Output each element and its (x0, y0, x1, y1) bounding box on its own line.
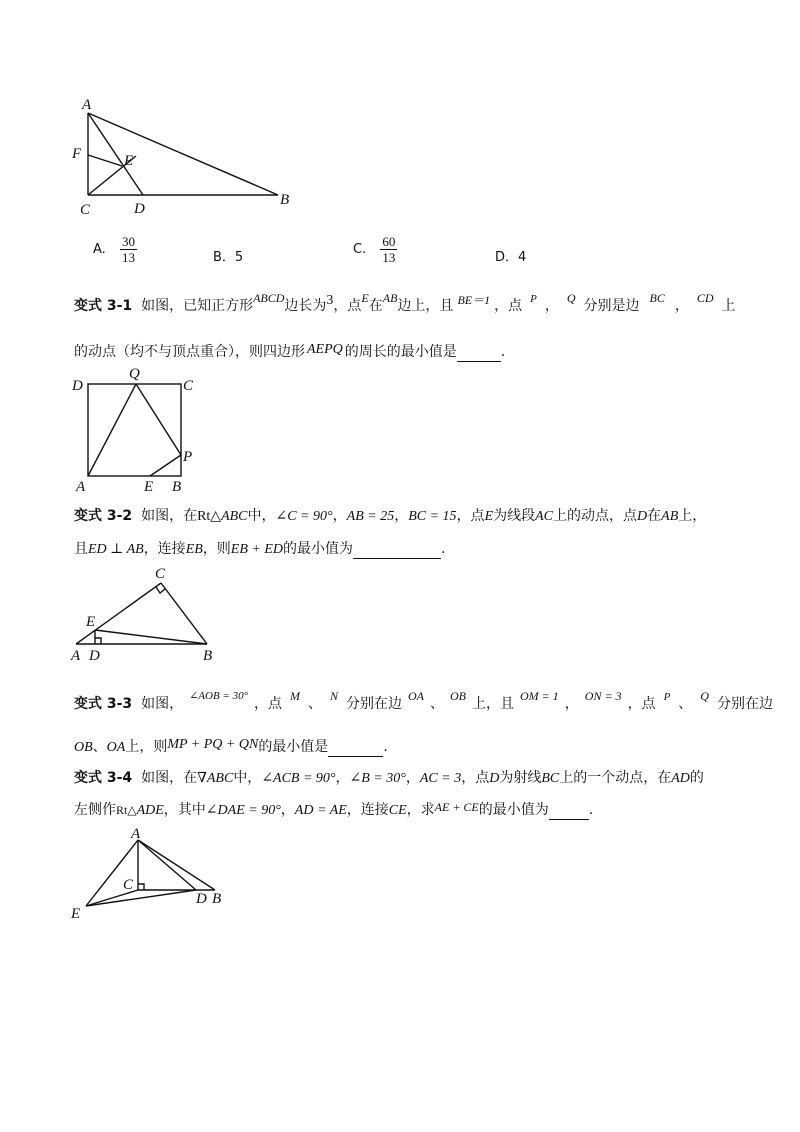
option-b-label: B．5 (213, 250, 244, 265)
text: 、 (308, 696, 322, 712)
text: 的 (689, 770, 704, 786)
problem-3-3-tag: 变式 3-3 (74, 696, 133, 712)
math-abcd: ABCD (253, 291, 285, 305)
fig4-label-b: B (212, 891, 222, 907)
math-p: P (530, 293, 537, 305)
math-cd: CD (696, 291, 714, 305)
fig4-label-a: A (131, 826, 141, 842)
text: 分别是边 (583, 298, 640, 314)
math-angle-c: ∠C = 90° (275, 509, 333, 524)
text: 、 (92, 739, 107, 755)
text: . (441, 541, 446, 557)
math-m: M (290, 689, 300, 703)
fig1-label-f: F (72, 146, 82, 162)
text: 为射线 (499, 770, 542, 786)
math-triangle-symbol: ∇ (197, 771, 207, 786)
text: 的最小值为 (478, 802, 549, 818)
fig2-label-q: Q (129, 366, 140, 382)
fig3-label-a: A (71, 648, 81, 664)
text: ， (405, 770, 420, 786)
text: 如图，在 (141, 770, 198, 786)
text: 在 (368, 298, 383, 314)
fig2-label-a: A (76, 479, 86, 495)
text: 为线段 (493, 508, 536, 524)
option-a-label: A. (93, 242, 106, 257)
math-ob: OB (74, 740, 93, 755)
text: 如图， (141, 696, 184, 712)
fig1-label-e: E (124, 153, 134, 169)
fig1-label-a: A (82, 97, 92, 113)
fig2-label-d: D (72, 378, 83, 394)
fig3-label-c: C (155, 566, 166, 582)
math-ade: ADE (136, 803, 164, 818)
math-abc: ABC (206, 771, 234, 786)
math-e: E (484, 509, 494, 524)
fig1-label-d: D (134, 201, 145, 217)
text: 上的一个动点，在 (559, 770, 672, 786)
text: 分别在边 (346, 696, 403, 712)
fig1-label-b: B (280, 192, 290, 208)
fig4-label-d: D (196, 891, 207, 907)
text: 上，且 (472, 696, 515, 712)
math-ob: OB (450, 689, 467, 703)
fig4-label-c: C (123, 877, 134, 893)
option-c-denominator: 13 (382, 250, 396, 265)
fig3-label-e: E (86, 614, 96, 630)
text: 分别在边 (716, 696, 773, 712)
math-q: Q (700, 689, 709, 703)
text: ， (544, 298, 559, 314)
math-d: D (637, 509, 648, 524)
text: ，连接 (346, 802, 389, 818)
text: 上， (678, 508, 707, 524)
fig2-label-e: E (144, 479, 154, 495)
math-angle-acb: ∠ACB = 90° (261, 771, 336, 786)
math-rt: Rt△ (116, 803, 137, 817)
text: ， (394, 508, 409, 524)
text: 在 (647, 508, 662, 524)
math-oa: OA (106, 740, 126, 755)
text: 如图，在 (141, 508, 198, 524)
text: 如图，已知正方形 (141, 298, 254, 314)
text: ，点 (254, 696, 282, 712)
math-e: E (361, 291, 369, 305)
math-ed-perp-ab: ED ⊥ AB (88, 542, 144, 557)
fig2-label-p: P (183, 449, 193, 465)
text: 上 (721, 298, 736, 314)
fig2-label-b: B (172, 479, 182, 495)
text: 、 (678, 696, 693, 712)
math-bc-15: BC = 15 (408, 509, 457, 524)
fig4-label-e: E (71, 906, 81, 922)
option-a-denominator: 13 (121, 250, 135, 265)
text: 左侧作 (74, 802, 116, 818)
math-eb: EB (185, 542, 203, 557)
math-ac-3: AC = 3 (419, 771, 462, 786)
text: 的动点（均不与顶点重合），则四边形 (74, 344, 305, 360)
option-c-label: C. (353, 242, 367, 257)
fig1-label-c: C (80, 202, 91, 218)
text: ，点 (627, 696, 656, 712)
fig2-label-c: C (183, 378, 194, 394)
math-bc: BC (649, 291, 665, 305)
math-3: 3 (326, 293, 334, 308)
option-d-label: D．4 (495, 250, 527, 265)
math-ab: AB (661, 509, 679, 524)
text: ，求 (406, 802, 435, 818)
math-ad: AD (671, 771, 690, 786)
math-be: BE＝1 (457, 293, 491, 307)
option-a-numerator: 30 (121, 234, 135, 249)
text: ， (280, 802, 295, 818)
math-rt: Rt△ (197, 509, 222, 524)
option-c-numerator: 60 (382, 234, 396, 249)
problem-3-4-tag: 变式 3-4 (74, 770, 133, 786)
text: ， (674, 298, 689, 314)
math-ae-plus-ce: AE + CE (434, 800, 479, 814)
text: . (500, 344, 506, 360)
text: 边上，且 (397, 298, 454, 314)
text: 且 (74, 541, 88, 557)
math-om-1: OM = 1 (520, 689, 559, 703)
math-angle-dae: ∠DAE = 90° (205, 803, 281, 818)
math-d: D (489, 771, 500, 786)
text: . (588, 802, 594, 818)
problem-3-1-tag: 变式 3-1 (74, 298, 133, 314)
text: ，点 (456, 508, 485, 524)
text: ，点 (333, 298, 362, 314)
math-on-3: ON = 3 (584, 689, 622, 703)
math-aepq: AEPQ (307, 342, 343, 357)
text: ，点 (494, 298, 523, 314)
text: 的最小值为 (283, 541, 354, 557)
math-ac: AC (535, 509, 554, 524)
math-mp-pq-qn: MP + PQ + QN (167, 737, 259, 752)
text: 边长为 (284, 298, 327, 314)
math-bc: BC (541, 771, 560, 786)
text: ， (564, 696, 579, 712)
text: 的最小值是 (258, 739, 329, 755)
text: ，其中 (163, 802, 206, 818)
math-angle-b: ∠B = 30° (349, 771, 406, 786)
math-angle-aob: ∠AOB = 30° (189, 690, 248, 702)
math-ad-ae: AD = AE (294, 803, 347, 818)
text: . (383, 739, 388, 755)
math-ce: CE (388, 803, 407, 818)
text: ，则 (202, 541, 231, 557)
text: 中， (247, 508, 276, 524)
fig3-label-d: D (89, 648, 100, 664)
text: ，点 (461, 770, 490, 786)
math-ab: AB (382, 291, 398, 305)
text: ， (335, 770, 350, 786)
fig3-label-b: B (203, 648, 213, 664)
math-n: N (330, 689, 339, 703)
math-ab-25: AB = 25 (346, 509, 395, 524)
math-oa: OA (408, 689, 425, 703)
math-q: Q (566, 291, 576, 305)
math-p: P (663, 691, 671, 703)
problem-3-2-tag: 变式 3-2 (74, 508, 133, 524)
text: 的周长的最小值是 (344, 344, 457, 360)
text: ， (332, 508, 347, 524)
text: 中， (233, 770, 262, 786)
text: 上，则 (125, 739, 168, 755)
math-abc: ABC (221, 509, 248, 524)
text: ，连接 (143, 541, 186, 557)
text: 、 (430, 696, 445, 712)
text: 上的动点，点 (553, 508, 638, 524)
math-eb-plus-ed: EB + ED (230, 542, 284, 557)
